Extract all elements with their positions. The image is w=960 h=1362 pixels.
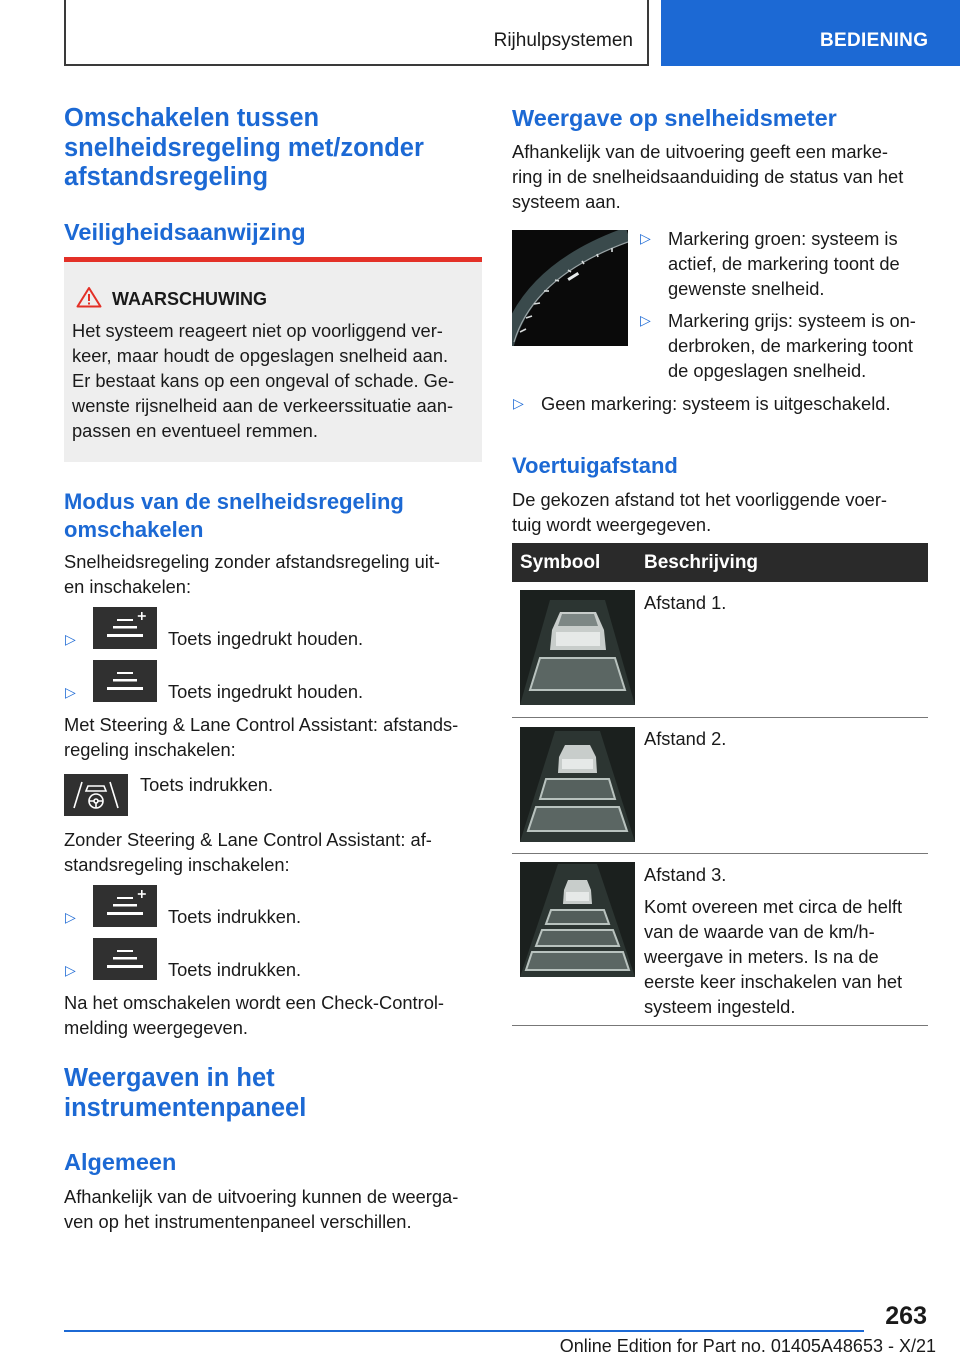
table-bottom-rule	[512, 1025, 928, 1026]
distance-2-image	[520, 727, 635, 842]
after-switch-text: Na het omschakelen wordt een Check-Control- melding weergegeven.	[64, 992, 445, 1038]
nosteering-intro-text: Zonder Steering & Lane Control Assistant: af- standsregeling inschakelen:	[64, 829, 432, 875]
warning-box	[64, 257, 482, 462]
marking-green-text: Markering groen: systeem is actief, de markering toont de gewenste snelheid.	[668, 228, 900, 299]
steering-intro-text: Met Steering & Lane Control Assistant: afstands- regeling inschakelen:	[64, 714, 459, 760]
cruise-distance-plus-key-icon	[93, 885, 157, 927]
distance-table-header	[512, 543, 928, 582]
speedometer-intro-text: Afhankelijk van de uitvoering geeft een marke- ring in de snelheidsaanduiding de status van het systeem aan.	[512, 141, 904, 212]
cruise-distance-key-icon	[93, 938, 157, 980]
distance-3-extra: Komt overeen met circa de helft van de waarde van de km/h- weergave in meters. Is na de eerste keer inschakelen van het systeem ingesteld.	[644, 896, 903, 1017]
distance-2-description: Afstand 2.	[644, 728, 727, 749]
bullet-triangle-icon: ▷	[65, 909, 76, 925]
distance-3-image	[520, 862, 635, 977]
table-row-divider	[512, 717, 928, 718]
heading-general: Algemeen	[64, 1149, 177, 1175]
bullet-triangle-icon: ▷	[640, 312, 651, 328]
page-number: 263	[885, 1302, 927, 1330]
bullet-triangle-icon: ▷	[640, 230, 651, 246]
speedometer-marking-image	[512, 230, 628, 346]
nosteering-step-2: Toets indrukken.	[168, 959, 302, 980]
distance-1-image	[520, 590, 635, 705]
header-section-title: Rijhulpsystemen	[493, 30, 633, 51]
bullet-triangle-icon: ▷	[65, 962, 76, 978]
heading-safety: Veiligheidsaanwijzing	[64, 219, 306, 245]
mode-step-2: Toets ingedrukt houden.	[168, 681, 364, 702]
bullet-triangle-icon: ▷	[513, 395, 524, 411]
heading-displays: Weergaven in het instrumentenpaneel	[64, 1064, 307, 1122]
bullet-triangle-icon: ▷	[65, 631, 76, 647]
warning-title: WAARSCHUWING	[112, 289, 267, 309]
mode-intro-text: Snelheidsregeling zonder afstandsregeling uit- en inschakelen:	[64, 551, 441, 597]
nosteering-step-1: Toets indrukken.	[168, 906, 302, 927]
general-text: Afhankelijk van de uitvoering kunnen de weerga- ven op het instrumentenpaneel verschillen.	[64, 1186, 459, 1232]
warning-text: Het systeem reageert niet op voorliggend ver- keer, maar houdt de opgeslagen snelheid aan. Er bestaat kans op een ongeval of schade. Ge- wenste rijsnelheid aan de verkeerssituatie aan- passen en eventueel remmen.	[72, 320, 455, 441]
steering-step: Toets indrukken.	[140, 774, 274, 795]
footer-edition: Online Edition for Part no. 01405A48653 - X/21	[559, 1336, 936, 1356]
heading-mode-switch: Modus van de snelheidsregeling omschakelen	[64, 489, 404, 542]
header-chapter-label: BEDIENING	[820, 30, 929, 51]
distance-intro-text: De gekozen afstand tot het voorliggende voer- tuig wordt weergegeven.	[512, 489, 888, 535]
marking-none-text: Geen markering: systeem is uitgeschakeld.	[541, 393, 891, 414]
heading-switch-modes: Omschakelen tussen snelheidsregeling met/zonder afstandsregeling	[64, 104, 424, 191]
distance-3-description-block	[644, 862, 902, 1019]
warning-triangle-icon	[76, 286, 102, 313]
column-header-description: Beschrijving	[644, 552, 759, 573]
footer-rule	[64, 1330, 864, 1332]
distance-3-description: Afstand 3.	[644, 864, 727, 885]
steering-assist-key-icon	[64, 774, 128, 816]
bullet-triangle-icon: ▷	[65, 684, 76, 700]
cruise-distance-plus-key-icon	[93, 607, 157, 649]
marking-grey-text: Markering grijs: systeem is on- derbroken, de markering toont de opgeslagen snelheid.	[668, 310, 916, 381]
cruise-distance-key-icon	[93, 660, 157, 702]
heading-vehicle-distance: Voertuigafstand	[512, 453, 678, 478]
table-row-divider	[512, 853, 928, 854]
distance-1-description: Afstand 1.	[644, 592, 727, 613]
column-header-symbol: Symbool	[520, 552, 601, 573]
mode-step-1: Toets ingedrukt houden.	[168, 628, 364, 649]
heading-speedometer-display: Weergave op snelheidsmeter	[512, 105, 837, 131]
header-frame	[64, 0, 649, 66]
header-chapter-tab[interactable]	[661, 0, 960, 66]
